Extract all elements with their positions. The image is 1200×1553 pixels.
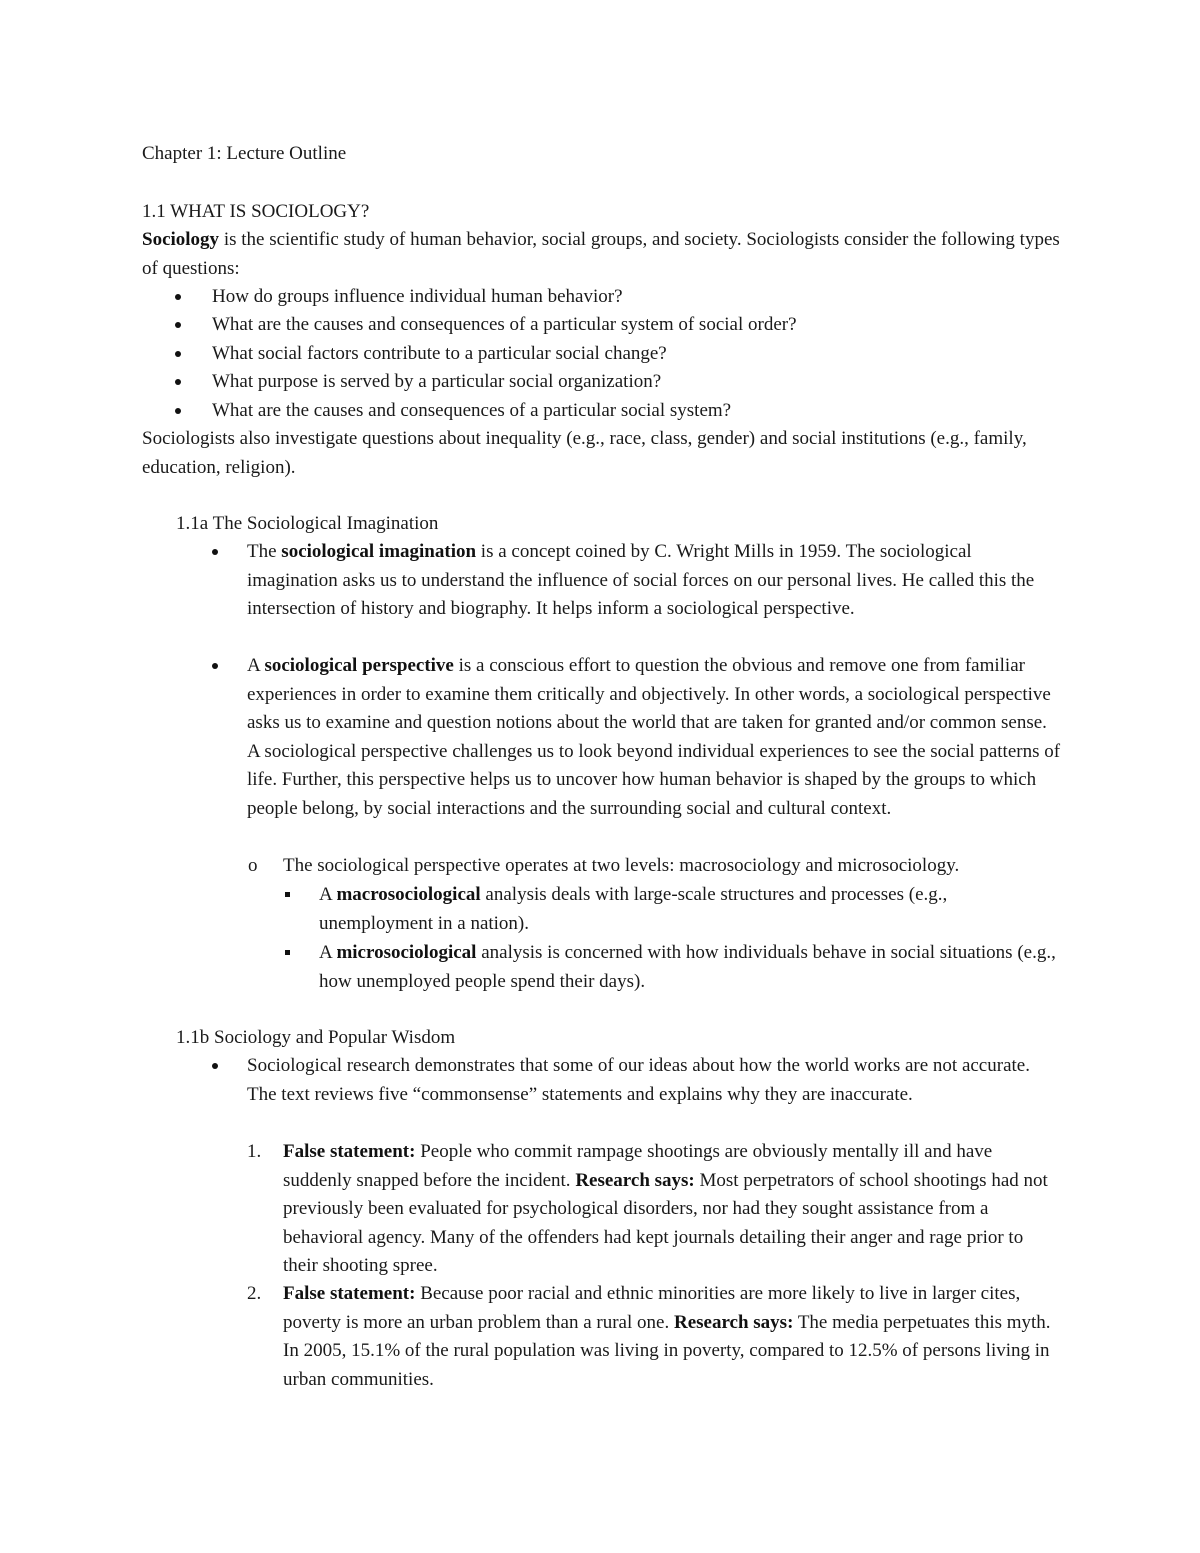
commonsense-item-1: False statement: People who commit rampage shootings are obviously mentally ill and have suddenly snapped before the incident. Research says: Most perpetrators of school shootings had not previously been evaluated for psychological disorders, nor had they sought assistance from a behavioral agency. Many of the offenders had kept journals detailing their anger and rage prior to their shooting spree.	[283, 1141, 1048, 1276]
bullet-icon	[212, 663, 218, 669]
section-heading-1-1: 1.1 WHAT IS SOCIOLOGY?	[142, 201, 370, 222]
circle-bullet-icon: o	[248, 855, 258, 876]
bullet-icon	[175, 379, 181, 385]
list-item: What purpose is served by a particular social organization?	[212, 371, 662, 392]
term-sociological-perspective: sociological perspective	[264, 655, 454, 676]
page-title: Chapter 1: Lecture Outline	[142, 143, 347, 164]
microsociology-item: A microsociological analysis is concerned with how individuals behave in social situations (e.g., how unemployed people spend their days).	[319, 942, 1056, 992]
term-macrosociological: macrosociological	[336, 884, 481, 905]
square-bullet-icon	[285, 892, 290, 897]
term-microsociological: microsociological	[336, 942, 477, 963]
bullet-icon	[175, 322, 181, 328]
two-levels-item: The sociological perspective operates at two levels: macrosociology and microsociology.	[283, 855, 960, 876]
item-number: 1.	[247, 1141, 262, 1162]
sociology-definition: Sociology is the scientific study of human behavior, social groups, and society. Sociologists consider the following types of questions:	[142, 229, 1060, 279]
section-heading-1-1a: 1.1a The Sociological Imagination	[176, 513, 439, 534]
sociological-perspective-bullet: A sociological perspective is a conscious effort to question the obvious and remove one from familiar experiences in order to examine them critically and objectively. In other words, a sociological perspective asks us to examine and question notions about the world that are taken for granted and/or common sense. A sociological perspective challenges us to look beyond individual experiences to see the social patterns of life. Further, this perspective helps us to uncover how human behavior is shaped by the groups to which people belong, by social interactions and the surrounding social and cultural context.	[247, 655, 1061, 819]
list-item: What are the causes and consequences of a particular social system?	[212, 400, 732, 421]
list-item: What are the causes and consequences of a particular system of social order?	[212, 314, 797, 335]
bullet-icon	[175, 408, 181, 414]
bullet-icon	[175, 351, 181, 357]
inequality-paragraph: Sociologists also investigate questions about inequality (e.g., race, class, gender) and social institutions (e.g., family, education, religion).	[142, 428, 1027, 478]
square-bullet-icon	[285, 950, 290, 955]
macrosociology-item: A macrosociological analysis deals with large-scale structures and processes (e.g., unemployment in a nation).	[319, 884, 948, 934]
item-number: 2.	[247, 1283, 262, 1304]
term-sociological-imagination: sociological imagination	[281, 541, 477, 562]
commonsense-item-2: False statement: Because poor racial and ethnic minorities are more likely to live in larger cites, poverty is more an urban problem than a rural one. Research says: The media perpetuates this myth. In 2005, 15.1% of the rural population was living in poverty, compared to 12.5% of persons living in urban communities.	[283, 1283, 1051, 1390]
bullet-icon	[175, 294, 181, 300]
popular-wisdom-bullet: Sociological research demonstrates that some of our ideas about how the world works are not accurate. The text reviews five “commonsense” statements and explains why they are inaccurate.	[247, 1055, 1030, 1105]
bullet-icon	[212, 1063, 218, 1069]
sociological-imagination-bullet: The sociological imagination is a concept coined by C. Wright Mills in 1959. The sociological imagination asks us to understand the influence of social forces on our personal lives. He called this the intersection of history and biography. It helps inform a sociological perspective.	[247, 541, 1035, 619]
list-item: What social factors contribute to a particular social change?	[212, 343, 667, 364]
term-sociology: Sociology	[142, 229, 220, 250]
bullet-icon	[212, 549, 218, 555]
list-item: How do groups influence individual human behavior?	[212, 286, 623, 307]
section-heading-1-1b: 1.1b Sociology and Popular Wisdom	[176, 1027, 456, 1048]
